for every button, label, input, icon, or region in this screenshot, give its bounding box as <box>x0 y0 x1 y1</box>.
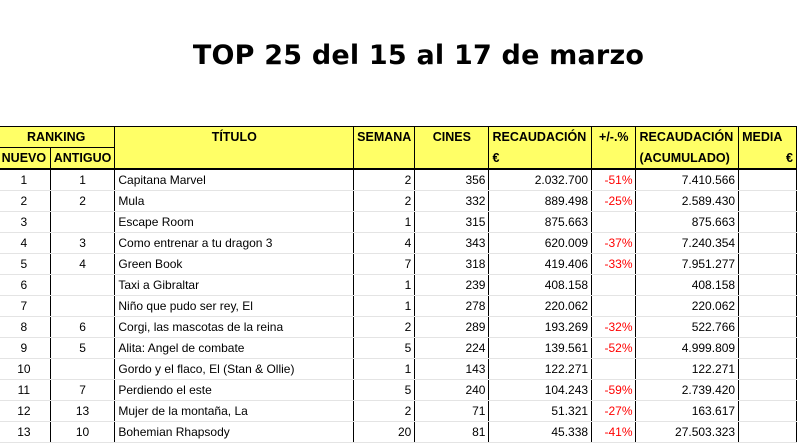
cell-titulo: Escape Room <box>115 212 354 233</box>
cell-antiguo: 3 <box>50 233 115 254</box>
cell-variacion: -41% <box>592 422 636 443</box>
cell-titulo: Taxi a Gibraltar <box>115 275 354 296</box>
cell-nuevo: 9 <box>0 338 50 359</box>
table-row <box>0 422 797 443</box>
cell-cines: 289 <box>415 317 489 338</box>
cell-variacion <box>592 212 636 233</box>
cell-acumulado: 4.999.809 <box>636 338 739 359</box>
cell-media <box>739 401 797 422</box>
cell-variacion: -25% <box>592 191 636 212</box>
cell-acumulado: 2.589.430 <box>636 191 739 212</box>
cell-acumulado: 875.663 <box>636 212 739 233</box>
cell-recaudacion: 104.243 <box>489 380 592 401</box>
cell-variacion: -37% <box>592 233 636 254</box>
cell-media <box>739 275 797 296</box>
cell-titulo: Gordo y el flaco, El (Stan & Ollie) <box>115 359 354 380</box>
cell-variacion: -33% <box>592 254 636 275</box>
cell-titulo: Niño que pudo ser rey, El <box>115 296 354 317</box>
cell-recaudacion: 408.158 <box>489 275 592 296</box>
cell-acumulado: 122.271 <box>636 359 739 380</box>
header-cines: CINES <box>415 127 489 148</box>
cell-variacion <box>592 296 636 317</box>
cell-antiguo: 5 <box>50 338 115 359</box>
cell-acumulado: 7.410.566 <box>636 169 739 191</box>
cell-cines: 318 <box>415 254 489 275</box>
cell-cines: 224 <box>415 338 489 359</box>
header-media: MEDIA <box>739 127 797 148</box>
cell-variacion: -32% <box>592 317 636 338</box>
cell-recaudacion: 889.498 <box>489 191 592 212</box>
cell-media <box>739 380 797 401</box>
cell-acumulado: 27.503.323 <box>636 422 739 443</box>
cell-titulo: Mula <box>115 191 354 212</box>
cell-antiguo: 13 <box>50 401 115 422</box>
cell-cines: 239 <box>415 275 489 296</box>
cell-titulo: Mujer de la montaña, La <box>115 401 354 422</box>
cell-nuevo: 12 <box>0 401 50 422</box>
cell-semana: 2 <box>354 317 415 338</box>
cell-antiguo: 1 <box>50 169 115 191</box>
header-acumulado: (ACUMULADO) <box>636 148 739 170</box>
box-office-table <box>0 126 797 443</box>
cell-variacion: -51% <box>592 169 636 191</box>
cell-variacion <box>592 359 636 380</box>
cell-nuevo: 10 <box>0 359 50 380</box>
header-nuevo: NUEVO <box>0 148 50 170</box>
cell-nuevo: 4 <box>0 233 50 254</box>
cell-titulo: Capitana Marvel <box>115 169 354 191</box>
cell-cines: 315 <box>415 212 489 233</box>
cell-nuevo: 7 <box>0 296 50 317</box>
cell-media <box>739 317 797 338</box>
table-row <box>0 275 797 296</box>
cell-nuevo: 13 <box>0 422 50 443</box>
cell-cines: 343 <box>415 233 489 254</box>
cell-cines: 356 <box>415 169 489 191</box>
cell-antiguo <box>50 275 115 296</box>
cell-media <box>739 338 797 359</box>
page-title: TOP 25 del 15 al 17 de marzo <box>192 40 645 71</box>
cell-antiguo: 10 <box>50 422 115 443</box>
header-antiguo: ANTIGUO <box>50 148 115 170</box>
cell-semana: 2 <box>354 401 415 422</box>
cell-cines: 143 <box>415 359 489 380</box>
cell-semana: 2 <box>354 169 415 191</box>
cell-media <box>739 169 797 191</box>
cell-titulo: Green Book <box>115 254 354 275</box>
cell-antiguo <box>50 359 115 380</box>
cell-media <box>739 359 797 380</box>
cell-recaudacion: 220.062 <box>489 296 592 317</box>
cell-antiguo: 7 <box>50 380 115 401</box>
cell-nuevo: 5 <box>0 254 50 275</box>
cell-nuevo: 8 <box>0 317 50 338</box>
cell-variacion <box>592 275 636 296</box>
table-row <box>0 191 797 212</box>
cell-acumulado: 7.240.354 <box>636 233 739 254</box>
cell-acumulado: 408.158 <box>636 275 739 296</box>
cell-titulo: Corgi, las mascotas de la reina <box>115 317 354 338</box>
cell-semana: 5 <box>354 380 415 401</box>
cell-nuevo: 1 <box>0 169 50 191</box>
cell-acumulado: 220.062 <box>636 296 739 317</box>
cell-acumulado: 522.766 <box>636 317 739 338</box>
table-row <box>0 338 797 359</box>
cell-nuevo: 3 <box>0 212 50 233</box>
cell-media <box>739 233 797 254</box>
cell-titulo: Alita: Angel de combate <box>115 338 354 359</box>
cell-acumulado: 2.739.420 <box>636 380 739 401</box>
cell-recaudacion: 875.663 <box>489 212 592 233</box>
cell-semana: 2 <box>354 191 415 212</box>
table-row <box>0 169 797 191</box>
cell-antiguo: 6 <box>50 317 115 338</box>
table-row <box>0 254 797 275</box>
table-row <box>0 296 797 317</box>
cell-antiguo <box>50 296 115 317</box>
cell-variacion: -27% <box>592 401 636 422</box>
cell-recaudacion: 620.009 <box>489 233 592 254</box>
header-variacion: +/-.% <box>592 127 636 148</box>
cell-recaudacion: 139.561 <box>489 338 592 359</box>
cell-variacion: -52% <box>592 338 636 359</box>
cell-semana: 4 <box>354 233 415 254</box>
cell-recaudacion: 51.321 <box>489 401 592 422</box>
cell-recaudacion: 419.406 <box>489 254 592 275</box>
cell-semana: 20 <box>354 422 415 443</box>
cell-semana: 5 <box>354 338 415 359</box>
header-media-unit: € <box>739 148 797 170</box>
cell-recaudacion: 122.271 <box>489 359 592 380</box>
cell-titulo: Como entrenar a tu dragon 3 <box>115 233 354 254</box>
cell-semana: 1 <box>354 212 415 233</box>
cell-nuevo: 11 <box>0 380 50 401</box>
table-body <box>0 169 797 443</box>
header-ranking: RANKING <box>0 127 115 148</box>
cell-recaudacion: 45.338 <box>489 422 592 443</box>
table-row <box>0 359 797 380</box>
table-row <box>0 233 797 254</box>
header-semana: SEMANA <box>354 127 415 148</box>
table-row <box>0 212 797 233</box>
cell-semana: 1 <box>354 296 415 317</box>
cell-semana: 7 <box>354 254 415 275</box>
cell-cines: 81 <box>415 422 489 443</box>
cell-recaudacion: 193.269 <box>489 317 592 338</box>
cell-semana: 1 <box>354 359 415 380</box>
cell-cines: 240 <box>415 380 489 401</box>
cell-cines: 278 <box>415 296 489 317</box>
cell-media <box>739 212 797 233</box>
cell-media <box>739 254 797 275</box>
cell-variacion: -59% <box>592 380 636 401</box>
table-row <box>0 401 797 422</box>
header-recaudacion-unit: € <box>489 148 592 170</box>
cell-nuevo: 2 <box>0 191 50 212</box>
cell-titulo: Bohemian Rhapsody <box>115 422 354 443</box>
cell-nuevo: 6 <box>0 275 50 296</box>
table-header <box>0 127 797 170</box>
cell-cines: 71 <box>415 401 489 422</box>
cell-antiguo: 2 <box>50 191 115 212</box>
cell-recaudacion: 2.032.700 <box>489 169 592 191</box>
cell-media <box>739 191 797 212</box>
cell-acumulado: 163.617 <box>636 401 739 422</box>
table-row <box>0 380 797 401</box>
cell-antiguo: 4 <box>50 254 115 275</box>
cell-media <box>739 296 797 317</box>
header-recaudacion-acumulado: RECAUDACIÓN <box>636 127 739 148</box>
header-recaudacion: RECAUDACIÓN <box>489 127 592 148</box>
cell-acumulado: 7.951.277 <box>636 254 739 275</box>
table-row <box>0 317 797 338</box>
cell-titulo: Perdiendo el este <box>115 380 354 401</box>
header-titulo: TÍTULO <box>115 127 354 148</box>
cell-cines: 332 <box>415 191 489 212</box>
cell-antiguo <box>50 212 115 233</box>
cell-media <box>739 422 797 443</box>
cell-semana: 1 <box>354 275 415 296</box>
